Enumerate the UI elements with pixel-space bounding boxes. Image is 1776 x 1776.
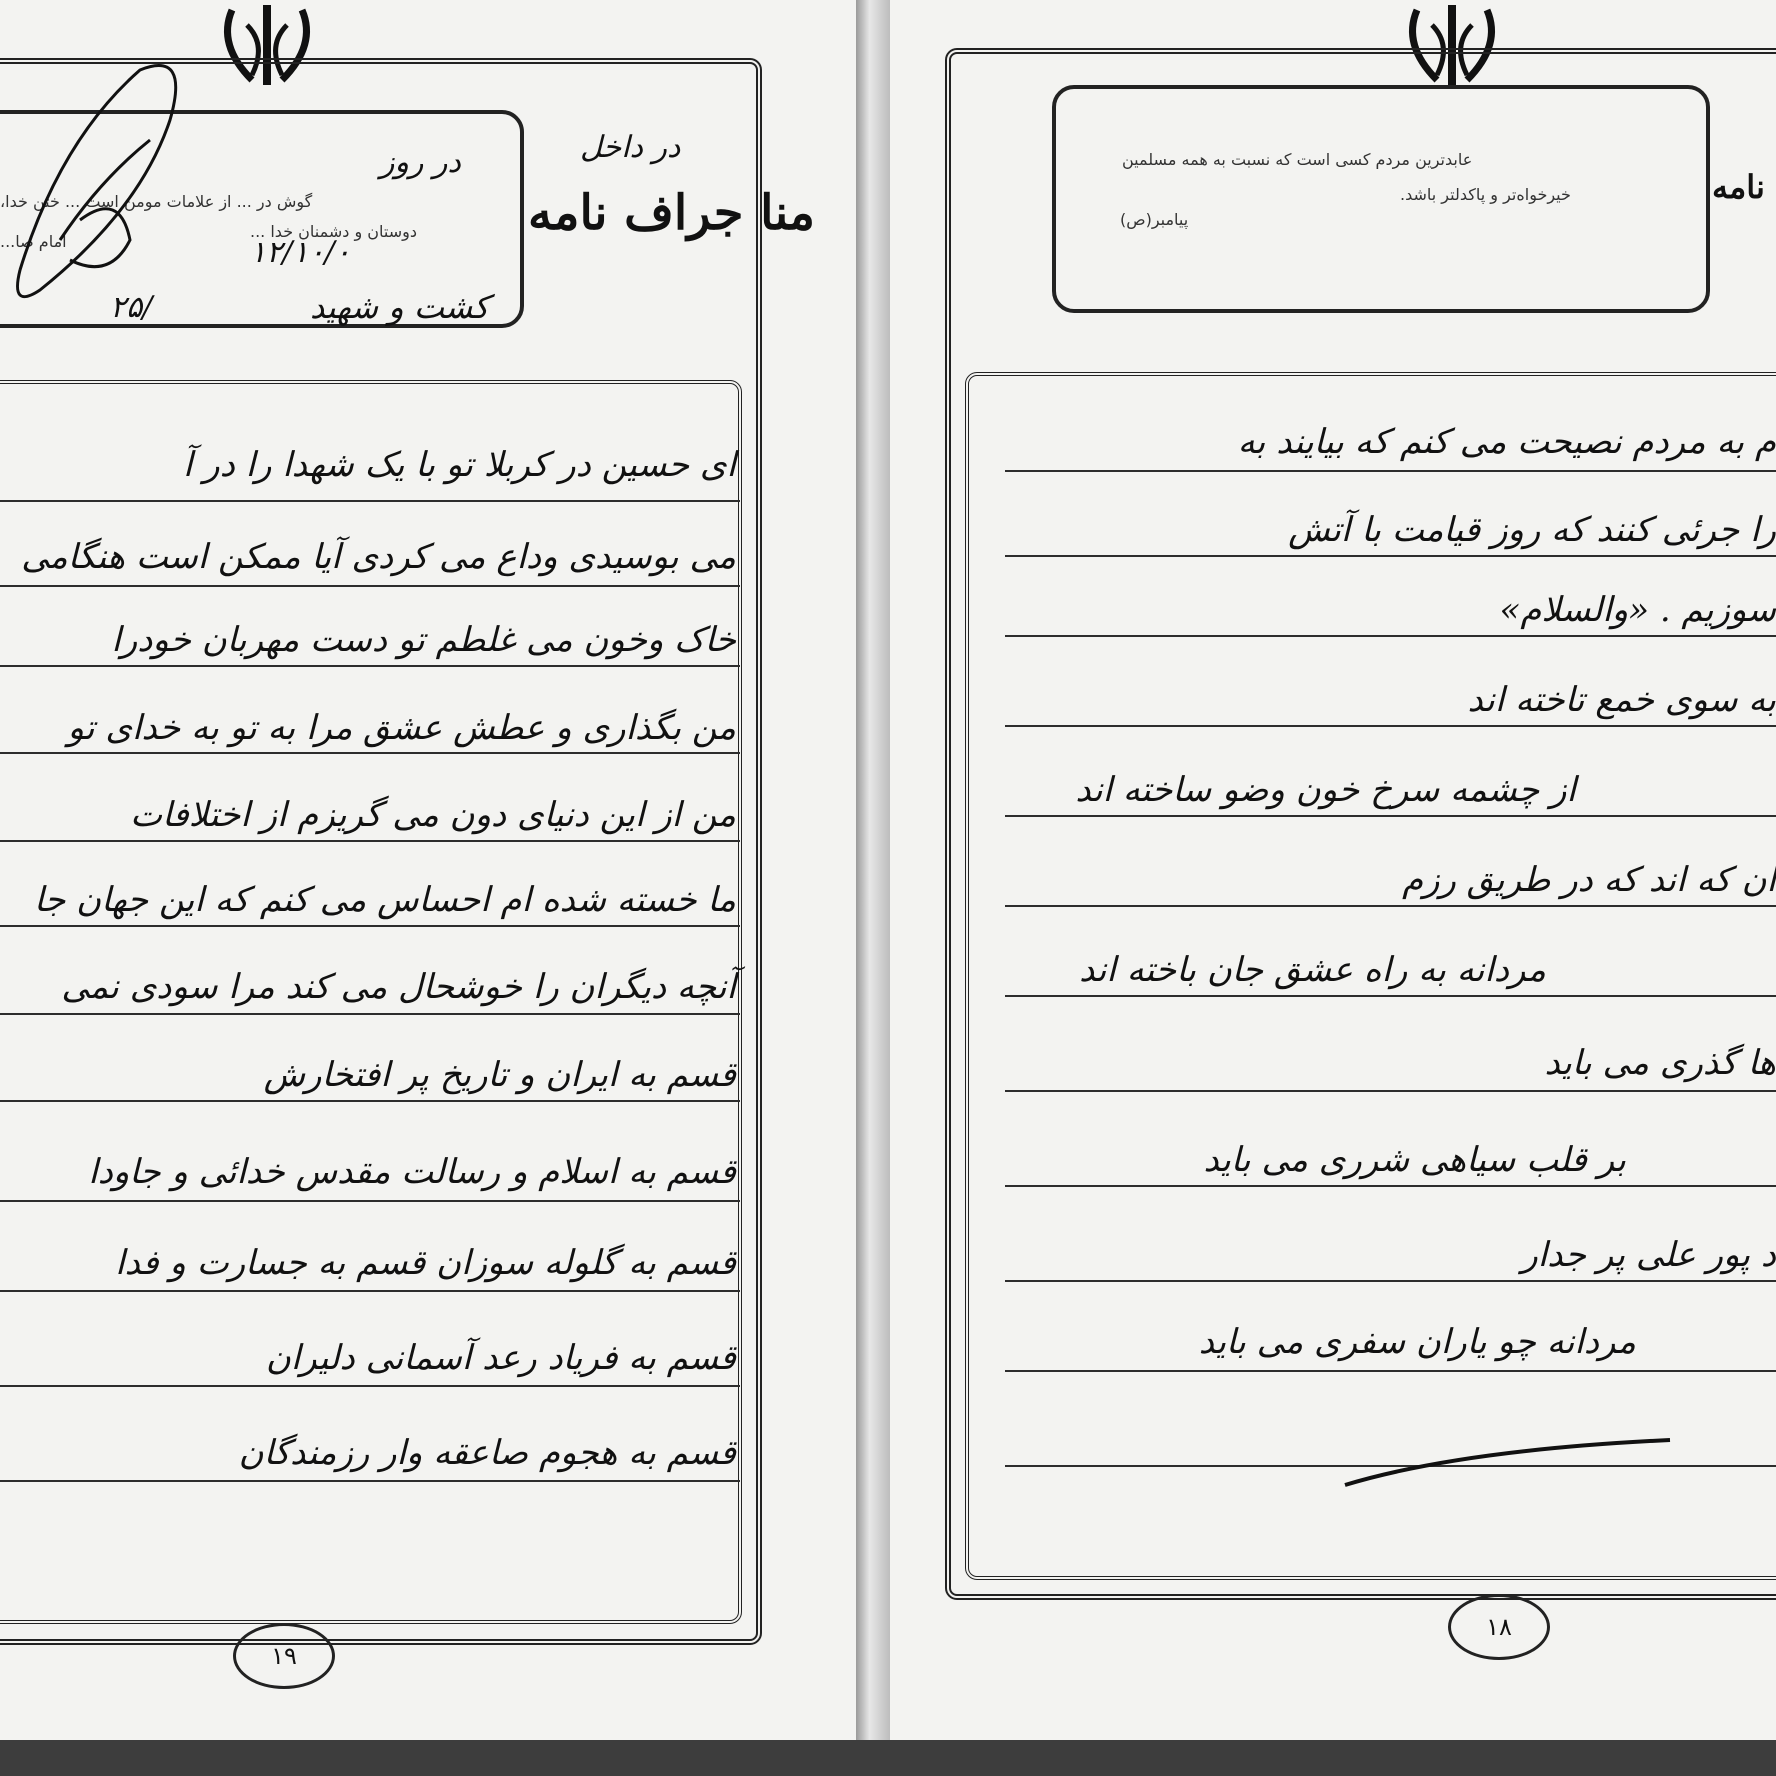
right-line-10: د پور علی پر جدار bbox=[1521, 1235, 1776, 1275]
left-rule-9 bbox=[0, 1200, 740, 1202]
right-line-5: از چشمه سرخ خون وضو ساخته اند bbox=[1075, 770, 1576, 810]
left-handwritten-note-1: در داخل bbox=[580, 130, 681, 165]
left-page-number: ۱۹ bbox=[233, 1623, 335, 1689]
left-line-1: ای حسین در کربلا تو با یک شهدا را در آ bbox=[183, 445, 736, 485]
right-line-4: به سوی خمع تاخته اند bbox=[1467, 680, 1776, 720]
left-header-printed-2: دوستان و دشمنان خدا ... bbox=[250, 222, 418, 241]
left-line-9: قسم به اسلام و رسالت مقدس خدائی و جاودا bbox=[88, 1152, 736, 1192]
left-header-printed-3: امام صا... bbox=[0, 232, 67, 251]
left-rule-10 bbox=[0, 1290, 740, 1292]
left-line-2: می بوسیدی وداع می کردی آیا ممکن است هنگامی bbox=[21, 537, 736, 577]
left-rule-8 bbox=[0, 1100, 740, 1102]
right-page-number: ۱۸ bbox=[1448, 1594, 1550, 1660]
right-header-title: نامه bbox=[1712, 168, 1765, 206]
left-rule-3 bbox=[0, 665, 740, 667]
right-line-2: را جرئی کنند که روز قیامت با آتش bbox=[1288, 510, 1776, 550]
closing-flourish bbox=[1340, 1430, 1680, 1500]
right-rule-6 bbox=[1005, 905, 1776, 907]
signature-scribble bbox=[0, 40, 200, 330]
left-handwritten-note-5: کشت و شهید bbox=[310, 288, 490, 326]
right-line-3: سوزیم . «والسلام» bbox=[1499, 590, 1776, 630]
left-rule-6 bbox=[0, 925, 740, 927]
right-rule-11 bbox=[1005, 1370, 1776, 1372]
left-line-7: آنچه دیگران را خوشحال می کند مرا سودی نمی bbox=[61, 967, 736, 1007]
right-line-11: مردانه چو یاران سفری می باید bbox=[1198, 1322, 1636, 1362]
left-rule-7 bbox=[0, 1013, 740, 1015]
left-line-5: من از این دنیای دون می گریزم از اختلافات bbox=[130, 795, 736, 835]
right-line-6: ان که اند که در طریق رزم bbox=[1402, 860, 1776, 900]
left-rule-11 bbox=[0, 1385, 740, 1387]
right-rule-8 bbox=[1005, 1090, 1776, 1092]
right-header-printed-1: عابدترین مردم کسی است که نسبت به همه مسلمین bbox=[1122, 150, 1473, 169]
scan-bottom-edge bbox=[0, 1740, 1776, 1776]
left-rule-5 bbox=[0, 840, 740, 842]
left-rule-2 bbox=[0, 585, 740, 587]
right-rule-3 bbox=[1005, 635, 1776, 637]
right-line-1: م به مردم نصیحت می کنم که بیایند به bbox=[1237, 422, 1776, 462]
right-header-box bbox=[1052, 85, 1710, 313]
right-rule-7 bbox=[1005, 995, 1776, 997]
right-line-9: بر قلب سیاهی شرری می باید bbox=[1203, 1140, 1626, 1180]
left-handwritten-note-4: ۲۵/ bbox=[110, 290, 153, 325]
right-header-printed-3: پیامبر(ص) bbox=[1120, 210, 1189, 229]
right-rule-1 bbox=[1005, 470, 1776, 472]
left-rule-1 bbox=[0, 500, 740, 502]
left-line-11: قسم به فریاد رعد آسمانی دلیران bbox=[265, 1338, 736, 1378]
left-line-10: قسم به گلوله سوزان قسم به جسارت و فدا bbox=[115, 1243, 736, 1283]
right-rule-2 bbox=[1005, 555, 1776, 557]
left-line-3: خاک وخون می غلطم تو دست مهربان خودرا bbox=[111, 620, 736, 660]
left-handwritten-note-3: ۱۲/۱۰/۰ bbox=[250, 235, 351, 270]
left-rule-4 bbox=[0, 752, 740, 754]
right-rule-10 bbox=[1005, 1280, 1776, 1282]
left-line-6: ما خسته شده ام احساس می کنم که این جهان جا bbox=[33, 880, 736, 920]
right-rule-5 bbox=[1005, 815, 1776, 817]
right-line-8: ها گذری می باید bbox=[1544, 1043, 1776, 1083]
left-line-4: من بگذاری و عطش عشق مرا به تو به خدای تو bbox=[67, 708, 736, 748]
left-line-8: قسم به ایران و تاریخ پر افتخارش bbox=[263, 1055, 736, 1095]
right-line-7: مردانه به راه عشق جان باخته اند bbox=[1079, 950, 1546, 990]
book-spine bbox=[856, 0, 890, 1776]
left-line-12: قسم به هجوم صاعقه وار رزمندگان bbox=[238, 1433, 736, 1473]
right-header-printed-2: خیرخواه‌تر و پاکدلتر باشد. bbox=[1400, 185, 1571, 204]
left-header-printed-1: گوش در ... از علامات مومن است ... ختن خدا، bbox=[0, 192, 313, 211]
left-header-title: منا جراف نامه bbox=[528, 185, 815, 241]
right-rule-4 bbox=[1005, 725, 1776, 727]
right-rule-9 bbox=[1005, 1185, 1776, 1187]
left-rule-12 bbox=[0, 1480, 740, 1482]
left-handwritten-note-2: در روز bbox=[380, 145, 461, 180]
